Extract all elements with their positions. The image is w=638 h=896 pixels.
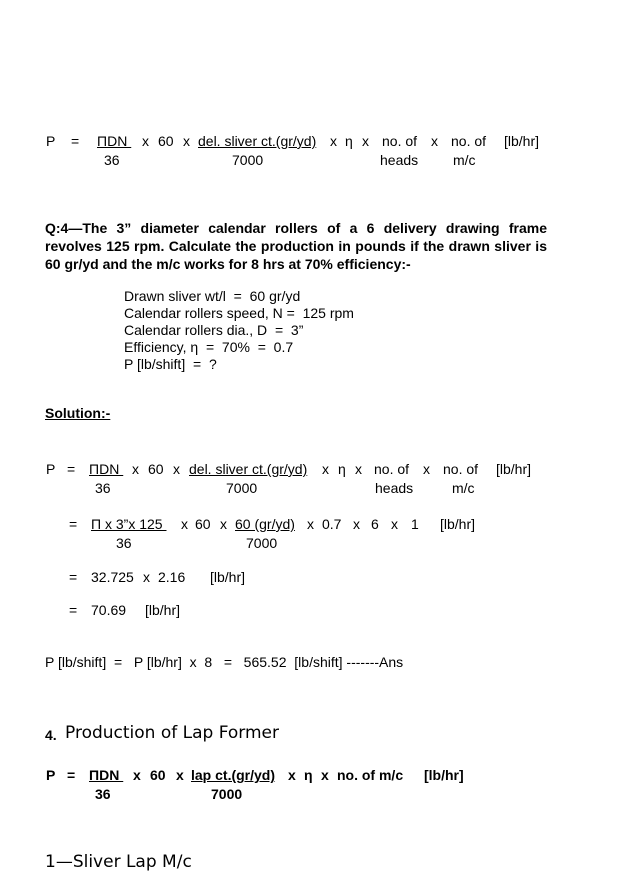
- times-sign: x: [183, 133, 190, 149]
- times-sign: x: [133, 767, 141, 783]
- times-sign: x: [220, 516, 227, 532]
- question-text: Q:4—The 3” diameter calendar rollers of a 6 delivery drawing frame revolves 125 rpm. Calculate the production in pounds if the drawn sliver is 60 gr/yd and the m/c works for 8 hrs at 70% efficiency:-: [45, 220, 547, 272]
- heads-numerator: no. of: [382, 133, 418, 149]
- efficiency-symbol: η: [304, 767, 313, 783]
- solution-label: Solution:-: [45, 405, 111, 421]
- section-title: Production of Lap Former: [65, 723, 279, 743]
- times-sign: x: [176, 767, 184, 783]
- denominator-7000: 7000: [246, 535, 278, 551]
- formula-numerator: ΠDN: [89, 767, 124, 783]
- times-sign: x: [322, 461, 329, 477]
- heads-denominator: heads: [375, 480, 414, 496]
- times-sign: x: [307, 516, 314, 532]
- times-sign: x: [142, 133, 149, 149]
- lap-count: lap ct.(gr/yd): [191, 767, 276, 783]
- denominator-7000: 7000: [211, 786, 243, 802]
- denominator-36: 36: [95, 786, 111, 802]
- constant-60: 60: [148, 461, 164, 477]
- unit: [lb/hr]: [210, 569, 246, 585]
- equals-sign: =: [69, 516, 78, 532]
- constant-60: 60: [150, 767, 166, 783]
- sliver-count: del. sliver ct.(gr/yd): [189, 461, 308, 477]
- sliver-count: del. sliver ct.(gr/yd): [198, 133, 317, 149]
- times-sign: x: [330, 133, 337, 149]
- formula-numerator: ΠDN: [97, 133, 132, 149]
- constant-60: 60: [195, 516, 211, 532]
- equals-sign: =: [71, 133, 80, 149]
- given-item: Calendar rollers dia., D = 3”: [124, 322, 304, 338]
- equals-sign: =: [67, 461, 76, 477]
- sliver-lap-heading: 1—Sliver Lap M/c: [45, 852, 192, 872]
- denominator-36: 36: [95, 480, 111, 496]
- mc-numerator: no. of: [451, 133, 487, 149]
- times-sign: x: [143, 569, 150, 585]
- formula-lhs: P: [46, 133, 56, 149]
- equals-sign: =: [69, 602, 78, 618]
- mc-value: 1: [411, 516, 419, 532]
- denominator-36: 36: [116, 535, 132, 551]
- unit: [lb/hr]: [424, 767, 464, 783]
- efficiency-symbol: η: [345, 133, 353, 149]
- times-sign: x: [353, 516, 360, 532]
- shift-production-line: P [lb/shift] = P [lb/hr] x 8 = 565.52 [lb/shift] -------Ans: [45, 654, 404, 670]
- times-sign: x: [288, 767, 296, 783]
- mc-denominator: m/c: [453, 152, 476, 168]
- efficiency-symbol: η: [338, 461, 346, 477]
- sliver-value: 60 (gr/yd): [235, 516, 295, 532]
- times-sign: x: [132, 461, 139, 477]
- denominator-7000: 7000: [232, 152, 264, 168]
- formula-numerator: ΠDN: [89, 461, 124, 477]
- denominator-7000: 7000: [226, 480, 258, 496]
- unit: [lb/hr]: [496, 461, 532, 477]
- given-item: P [lb/shift] = ?: [124, 356, 217, 372]
- mc-numerator: no. of: [443, 461, 479, 477]
- times-sign: x: [181, 516, 188, 532]
- unit: [lb/hr]: [145, 602, 181, 618]
- constant-60: 60: [158, 133, 174, 149]
- heads-value: 6: [371, 516, 379, 532]
- times-sign: x: [391, 516, 398, 532]
- unit: [lb/hr]: [504, 133, 540, 149]
- heads-numerator: no. of: [374, 461, 410, 477]
- value-a: 32.725: [91, 569, 134, 585]
- formula-lhs: P: [46, 461, 56, 477]
- given-item: Calendar rollers speed, N = 125 rpm: [124, 305, 354, 321]
- efficiency-value: 0.7: [322, 516, 342, 532]
- value-b: 2.16: [158, 569, 186, 585]
- times-sign: x: [321, 767, 329, 783]
- times-sign: x: [355, 461, 362, 477]
- given-item: Drawn sliver wt/l = 60 gr/yd: [124, 288, 301, 304]
- section-number: 4.: [45, 727, 57, 743]
- times-sign: x: [431, 133, 438, 149]
- heads-denominator: heads: [380, 152, 419, 168]
- result-value: 70.69: [91, 602, 127, 618]
- denominator-36: 36: [104, 152, 120, 168]
- equals-sign: =: [67, 767, 76, 783]
- formula-lhs: P: [46, 767, 56, 783]
- step-numerator: Π x 3”x 125: [91, 516, 167, 532]
- mc-denominator: m/c: [452, 480, 475, 496]
- equals-sign: =: [69, 569, 78, 585]
- times-sign: x: [173, 461, 180, 477]
- mc-count: no. of m/c: [337, 767, 404, 783]
- given-item: Efficiency, η = 70% = 0.7: [124, 339, 294, 355]
- times-sign: x: [362, 133, 369, 149]
- times-sign: x: [423, 461, 430, 477]
- unit: [lb/hr]: [440, 516, 476, 532]
